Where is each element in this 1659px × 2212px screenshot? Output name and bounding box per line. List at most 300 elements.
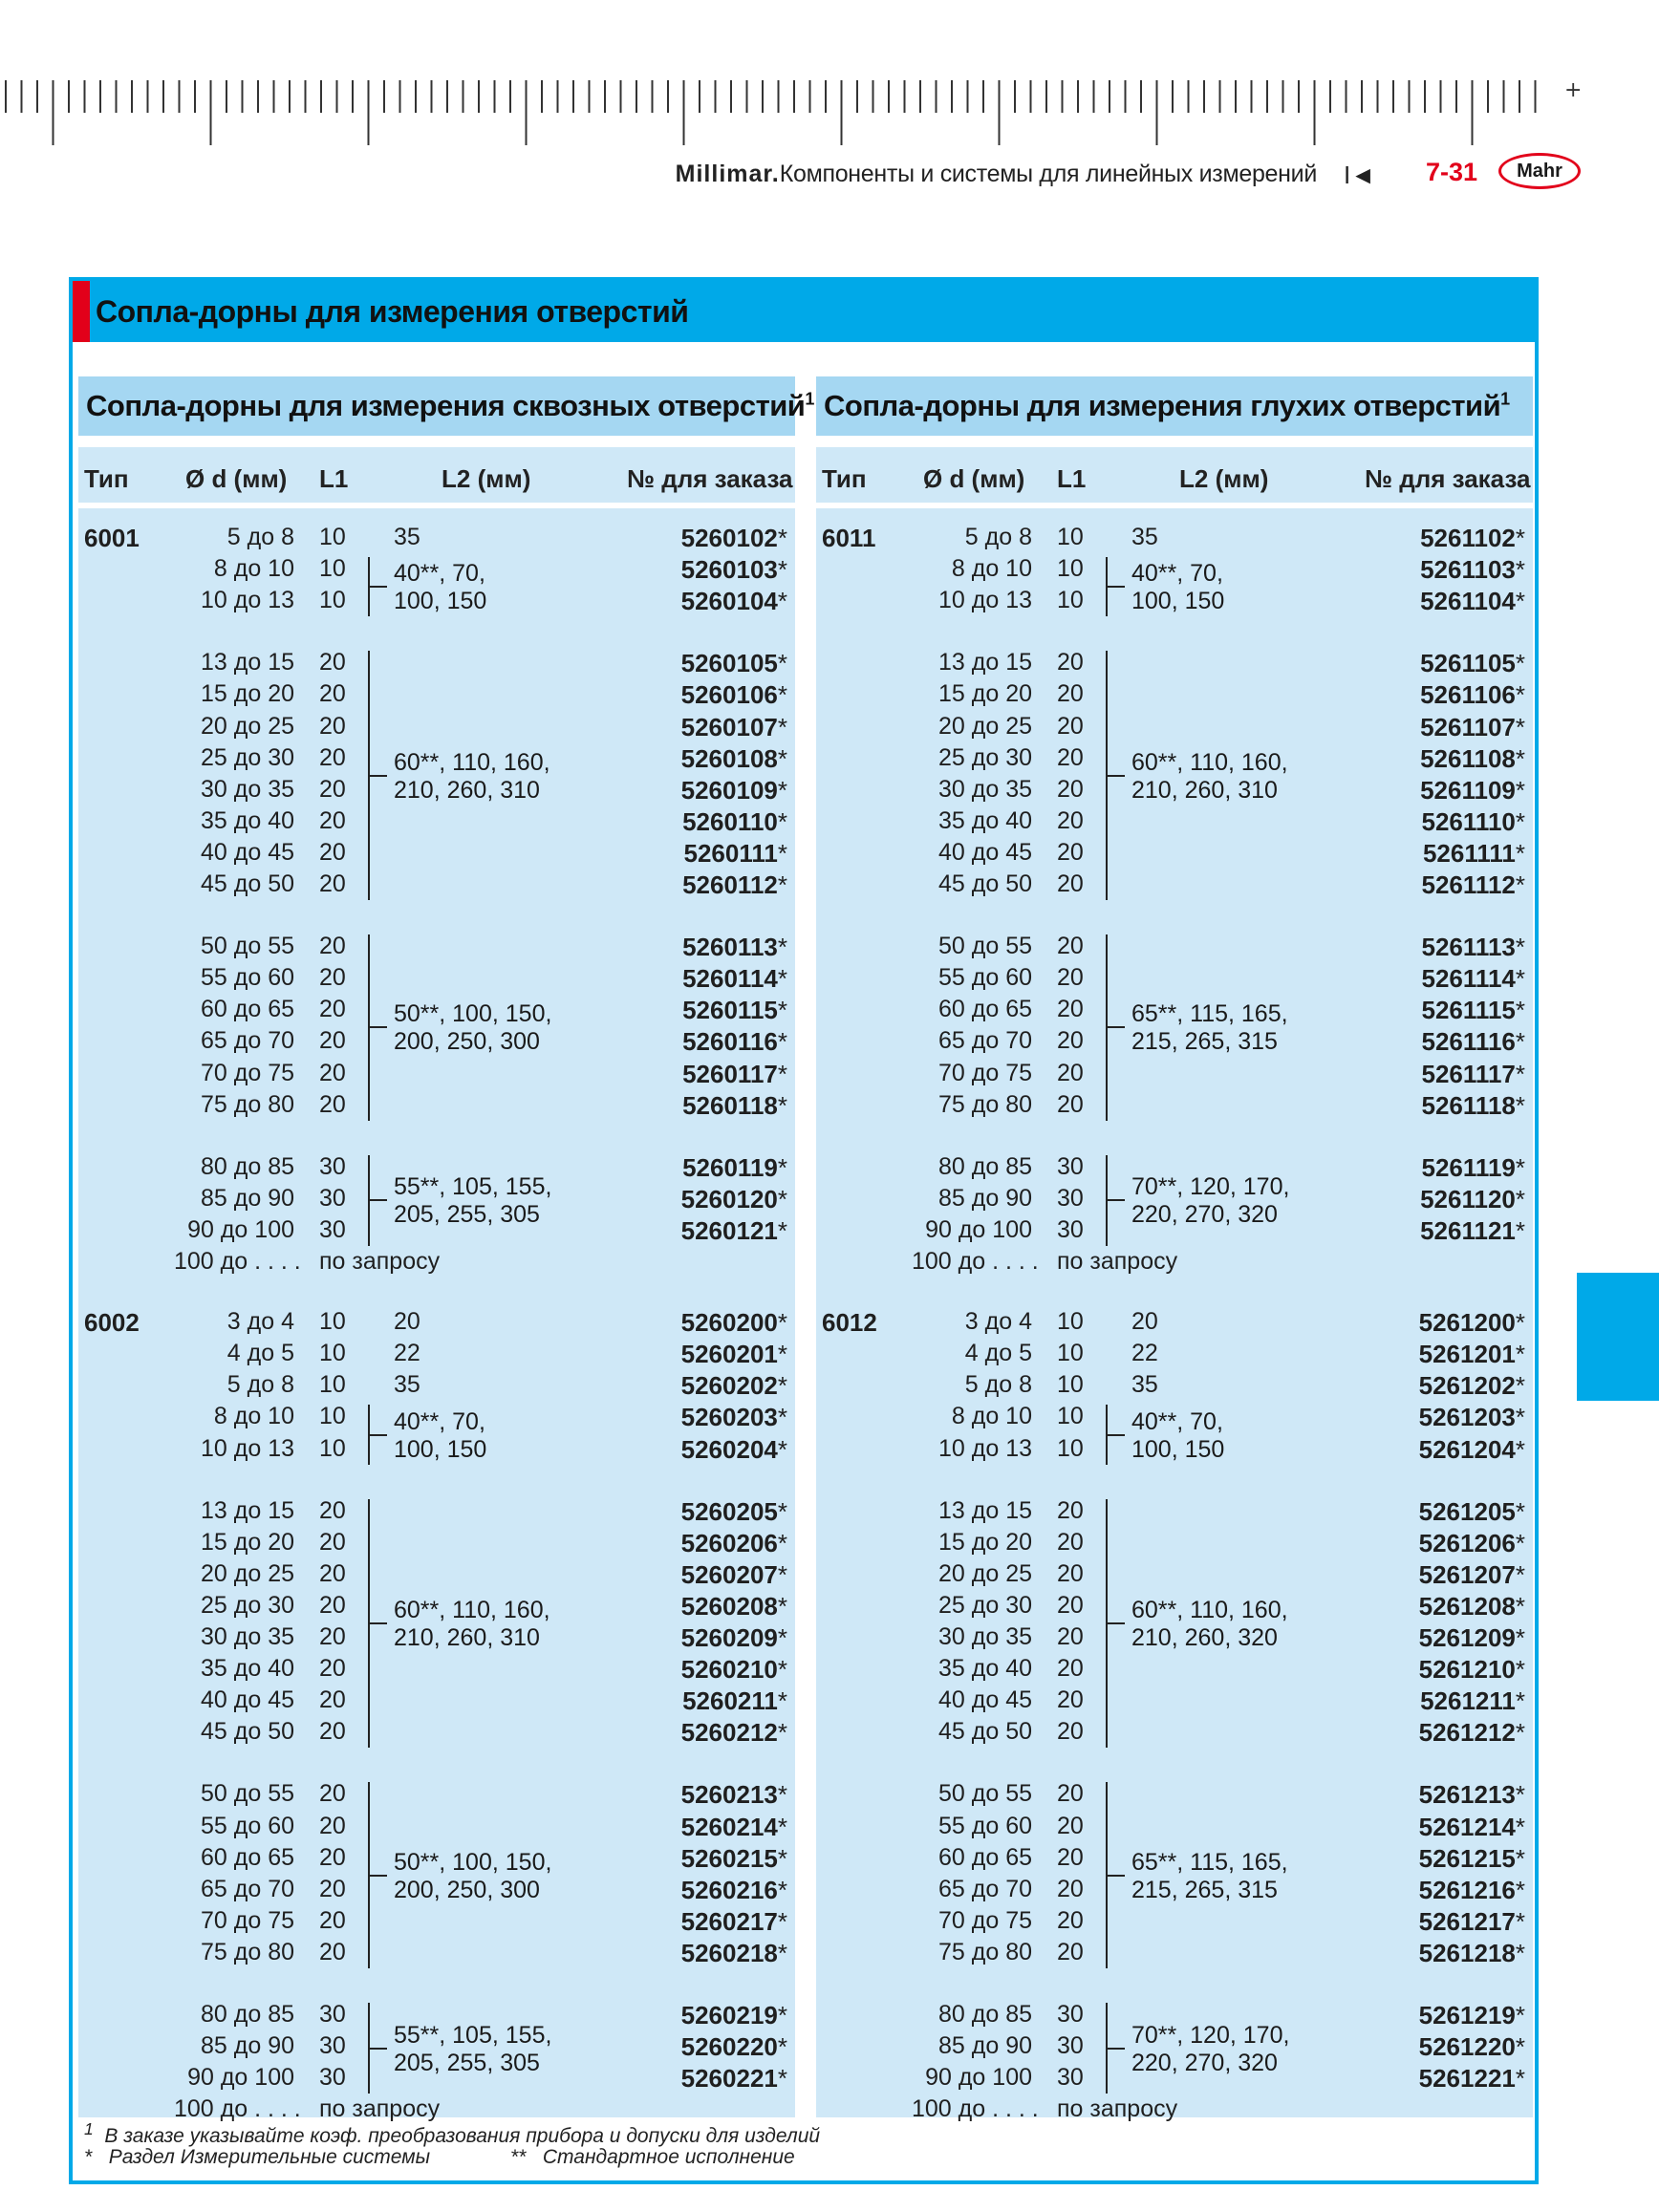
diameter-range: 70 до 75: [201, 1906, 294, 1934]
asterisk-mark: *: [1515, 775, 1525, 805]
bracket-tick: [1106, 1199, 1125, 1201]
l1-value: 20: [319, 1906, 346, 1934]
diameter-range: 4 до 5: [964, 1340, 1032, 1367]
col-head-l2: L2 (мм): [1179, 464, 1269, 493]
order-number: [596, 1497, 787, 1527]
l2-values: [1131, 1849, 1288, 1904]
page-number: 7-31: [1426, 158, 1478, 186]
order-number-value: 5260207: [680, 1559, 778, 1589]
l2-value: 22: [1131, 1340, 1158, 1367]
l2-line: 60**, 110, 160,: [394, 1597, 550, 1623]
diameter-range: 50 до 55: [938, 1780, 1032, 1808]
diameter-range: 65 до 70: [938, 1027, 1032, 1055]
asterisk-mark: *: [777, 1686, 787, 1716]
l2-line: 60**, 110, 160,: [1131, 748, 1288, 776]
order-number-value: 5261214: [1418, 1812, 1516, 1841]
order-number: [1334, 1844, 1525, 1874]
diameter-range: 75 до 80: [201, 1938, 294, 1965]
diameter-range: 15 до 20: [938, 680, 1032, 708]
l1-value: 20: [319, 1655, 346, 1683]
blind-holes-table: [816, 376, 1533, 2123]
diameter-range: 40 до 45: [201, 838, 294, 866]
asterisk-mark: *: [777, 1215, 787, 1245]
order-number-value: 5260116: [682, 1027, 778, 1057]
order-number-value: 5261216: [1418, 1875, 1516, 1904]
l1-value: 20: [1057, 1528, 1084, 1556]
diameter-range: 80 до 85: [201, 1152, 294, 1180]
order-number: [1334, 524, 1525, 553]
order-number: [596, 1308, 787, 1338]
l1-value: 20: [1057, 1875, 1084, 1902]
diameter-range: 90 до 100: [187, 2064, 294, 2092]
order-number: [596, 1907, 787, 1937]
l2-line: 205, 255, 305: [394, 1201, 540, 1229]
order-number-value: 5261114: [1421, 964, 1516, 994]
l1-value: 10: [319, 1403, 346, 1430]
order-number: [1334, 1027, 1525, 1057]
diameter-range: 55 до 60: [938, 964, 1032, 992]
order-number: [596, 1529, 787, 1558]
diameter-range: 3 до 4: [226, 1308, 294, 1336]
l1-value: 10: [319, 1308, 346, 1336]
asterisk-mark: *: [777, 775, 787, 805]
order-number-value: 5260114: [682, 964, 778, 994]
order-number: [596, 839, 787, 869]
order-number: [596, 1153, 787, 1183]
section-tab: [1577, 1273, 1659, 1401]
asterisk-mark: *: [1515, 1780, 1525, 1810]
order-number: [596, 1876, 787, 1905]
col-head-order: № для заказа: [1365, 464, 1531, 493]
order-number-value: 5260214: [680, 1812, 778, 1841]
l2-line: 100, 150: [1131, 1435, 1225, 1463]
l1-value: 20: [1057, 1686, 1084, 1714]
order-number: [1334, 1560, 1525, 1590]
order-number: [1334, 1780, 1525, 1810]
diameter-range: 8 до 10: [213, 555, 294, 583]
order-number-value: 5261108: [1420, 743, 1516, 773]
order-number: [1334, 996, 1525, 1025]
order-number-value: 5261107: [1420, 712, 1516, 741]
l1-value: 10: [1057, 1340, 1084, 1367]
header-title: [676, 161, 1317, 188]
order-number-value: 5260118: [682, 1090, 778, 1120]
type-code: 6011: [822, 524, 876, 552]
asterisk-mark: *: [1515, 996, 1525, 1025]
diameter-range: 5 до 8: [964, 524, 1032, 550]
title-accent: [73, 281, 90, 342]
asterisk-mark: *: [777, 524, 787, 552]
order-number-value: 5261109: [1420, 775, 1516, 805]
order-number: [596, 1185, 787, 1214]
l1-value: 20: [1057, 1059, 1084, 1086]
l1-value: 20: [319, 1843, 346, 1871]
order-number: [596, 680, 787, 710]
order-number-value: 5260209: [680, 1623, 778, 1652]
order-number-value: 5260200: [680, 1308, 778, 1338]
asterisk-mark: *: [1515, 712, 1525, 741]
l2-value: 20: [394, 1308, 420, 1336]
asterisk-mark: *: [1515, 1623, 1525, 1652]
order-number: [1334, 1308, 1525, 1338]
diameter-range-open: 100 до . . . .: [912, 1248, 1039, 1275]
l1-value: 20: [1057, 1496, 1084, 1524]
order-number: [1334, 1907, 1525, 1937]
asterisk-mark: *: [777, 1496, 787, 1526]
l1-value: 20: [319, 1686, 346, 1714]
l1-value: 20: [1057, 1843, 1084, 1871]
l1-value: 20: [1057, 1780, 1084, 1808]
order-number-value: 5261121: [1420, 1215, 1516, 1245]
diameter-range: 20 до 25: [201, 712, 294, 740]
footnote-text: Стандартное исполнение: [542, 2146, 795, 2168]
order-number: [596, 964, 787, 994]
l1-value: 20: [1057, 1623, 1084, 1650]
asterisk-mark: *: [777, 2001, 787, 2029]
asterisk-mark: *: [777, 1340, 787, 1369]
asterisk-mark: *: [1515, 806, 1525, 836]
order-number-value: 5260221: [680, 2064, 778, 2094]
l1-value: 20: [1057, 712, 1084, 740]
diameter-range: 4 до 5: [226, 1340, 294, 1367]
order-number: [1334, 1091, 1525, 1121]
asterisk-mark: *: [1515, 1059, 1525, 1088]
diameter-range: 60 до 65: [201, 1843, 294, 1871]
l1-value: 20: [1057, 1906, 1084, 1934]
diameter-range: 20 до 25: [201, 1559, 294, 1587]
asterisk-mark: *: [777, 1875, 787, 1904]
asterisk-mark: *: [777, 1027, 787, 1057]
order-number-value: 5260212: [680, 1718, 778, 1748]
diameter-range: 45 до 50: [938, 870, 1032, 897]
asterisk-mark: *: [1515, 1686, 1525, 1716]
order-number: [596, 1780, 787, 1810]
diameter-range: 45 до 50: [201, 870, 294, 897]
header-divider: [816, 503, 1533, 508]
diameter-range: 35 до 40: [938, 806, 1032, 834]
l2-line: 200, 250, 300: [394, 1028, 540, 1056]
l2-line: 210, 260, 310: [394, 1624, 540, 1651]
page-header: [0, 153, 1659, 191]
through-holes-table: [78, 376, 814, 2123]
l2-value: 20: [1131, 1308, 1158, 1336]
order-number-value: 5261212: [1418, 1718, 1516, 1748]
asterisk-mark: *: [777, 1371, 787, 1401]
asterisk-mark: *: [777, 743, 787, 773]
order-number: [596, 933, 787, 962]
l2-value: 35: [394, 524, 420, 550]
diameter-range: 75 до 80: [201, 1090, 294, 1118]
diameter-range: 80 до 85: [201, 2001, 294, 2028]
order-number: [1334, 1371, 1525, 1401]
order-number: [596, 744, 787, 774]
asterisk-mark: *: [777, 870, 787, 899]
asterisk-mark: *: [1515, 964, 1525, 994]
diameter-range: 8 до 10: [951, 1403, 1032, 1430]
order-number: [1334, 1435, 1525, 1465]
order-number: [596, 996, 787, 1025]
diameter-range: 50 до 55: [201, 933, 294, 960]
order-number-value: 5261220: [1418, 2032, 1516, 2062]
order-number: [596, 1844, 787, 1874]
on-request-label: по запросу: [1057, 1248, 1178, 1275]
order-number: [1334, 839, 1525, 869]
order-number: [1334, 1592, 1525, 1621]
l1-value: 10: [319, 1434, 346, 1462]
l1-value: 30: [1057, 1215, 1084, 1243]
diameter-range: 3 до 4: [964, 1308, 1032, 1336]
diameter-range: 60 до 65: [201, 996, 294, 1023]
order-number: [1334, 587, 1525, 616]
asterisk-mark: *: [1515, 680, 1525, 710]
order-number: [1334, 776, 1525, 805]
l1-value: 10: [1057, 1308, 1084, 1336]
asterisk-mark: *: [1515, 649, 1525, 678]
l1-value: 10: [319, 524, 346, 550]
l1-value: 20: [319, 1875, 346, 1902]
table-title: [816, 376, 1533, 436]
l2-line: 220, 270, 320: [1131, 2049, 1278, 2076]
l1-value: 20: [1057, 806, 1084, 834]
order-number: [1334, 555, 1525, 585]
l1-value: 20: [319, 806, 346, 834]
order-number: [1334, 1340, 1525, 1369]
order-number-value: 5261110: [1421, 806, 1516, 836]
order-number-value: 5260107: [680, 712, 778, 741]
diameter-range: 30 до 35: [938, 1623, 1032, 1650]
order-number-value: 5261205: [1418, 1496, 1516, 1526]
l1-value: 10: [319, 1371, 346, 1399]
order-number: [596, 1435, 787, 1465]
order-number: [596, 1371, 787, 1401]
l2-value: 35: [1131, 524, 1158, 550]
asterisk-mark: *: [1515, 1875, 1525, 1904]
asterisk-mark: *: [1515, 1434, 1525, 1464]
l2-line: 65**, 115, 165,: [1131, 1848, 1288, 1876]
l2-line: 200, 250, 300: [394, 1876, 540, 1903]
bracket-tick: [1106, 1875, 1125, 1877]
footnote-mark: 1: [84, 2119, 94, 2138]
l2-values: [1131, 749, 1288, 805]
order-number-value: 5260104: [680, 587, 778, 616]
order-number-value: 5261104: [1420, 587, 1516, 616]
diameter-range: 65 до 70: [201, 1875, 294, 1902]
order-number: [596, 1939, 787, 1968]
order-number-value: 5261211: [1420, 1686, 1516, 1716]
bracket-tick: [368, 1434, 387, 1436]
order-number: [1334, 2001, 1525, 2030]
l2-line: 50**, 100, 150,: [394, 1000, 552, 1028]
bracket-tick: [368, 1199, 387, 1201]
order-number: [1334, 713, 1525, 742]
diameter-range: 13 до 15: [201, 1496, 294, 1524]
order-number-value: 5260102: [680, 524, 778, 552]
bracket-tick: [368, 2048, 387, 2050]
bracket-tick: [1106, 1622, 1125, 1624]
order-number-value: 5261213: [1418, 1780, 1516, 1810]
divider: [78, 436, 795, 447]
col-head-diameter: Ø d (мм): [185, 464, 288, 493]
diameter-range: 55 до 60: [938, 1812, 1032, 1839]
l2-values: [1131, 1000, 1288, 1056]
diameter-range-open: 100 до . . . .: [174, 2095, 301, 2123]
footnote-ref: 1: [805, 389, 814, 409]
order-number: [1334, 2032, 1525, 2062]
order-number-value: 5260213: [680, 1780, 778, 1810]
l1-value: 10: [1057, 1434, 1084, 1462]
asterisk-mark: *: [1515, 743, 1525, 773]
order-number-value: 5261116: [1421, 1027, 1516, 1057]
asterisk-mark: *: [1515, 1906, 1525, 1936]
order-number: [1334, 649, 1525, 678]
asterisk-mark: *: [777, 838, 787, 868]
asterisk-mark: *: [1515, 1215, 1525, 1245]
order-number-value: 5261115: [1421, 996, 1516, 1025]
l1-value: 30: [319, 2032, 346, 2060]
l2-line: 40**, 70,: [1131, 560, 1223, 588]
diameter-range: 40 до 45: [938, 838, 1032, 866]
order-number-value: 5260220: [680, 2032, 778, 2062]
diameter-range: 80 до 85: [938, 2001, 1032, 2028]
footnote-2: [84, 2146, 430, 2169]
asterisk-mark: *: [1515, 1027, 1525, 1057]
order-number-value: 5260119: [682, 1152, 778, 1182]
section-title: Сопла-дорны для измерения отверстий: [96, 294, 689, 329]
l1-value: 20: [319, 649, 346, 676]
diameter-range: 20 до 25: [938, 1559, 1032, 1587]
asterisk-mark: *: [777, 1090, 787, 1120]
order-number-value: 5260109: [680, 775, 778, 805]
asterisk-mark: *: [777, 1780, 787, 1810]
asterisk-mark: *: [777, 2064, 787, 2094]
l1-value: 30: [319, 1215, 346, 1243]
l2-line: 70**, 120, 170,: [1131, 2021, 1290, 2049]
l1-value: 20: [319, 1718, 346, 1746]
footnote-text: В заказе указывайте коэф. преобразования прибора и допуски для изделий: [104, 2125, 821, 2147]
l2-values: [1131, 1408, 1224, 1464]
l1-value: 20: [319, 870, 346, 897]
diameter-range: 30 до 35: [201, 775, 294, 803]
diameter-range-open: 100 до . . . .: [174, 1248, 301, 1275]
order-number-value: 5260206: [680, 1528, 778, 1557]
footnote-mark: *: [84, 2146, 93, 2168]
l1-value: 30: [1057, 1184, 1084, 1212]
l2-line: 215, 265, 315: [1131, 1876, 1278, 1903]
order-number: [596, 776, 787, 805]
order-number-value: 5261118: [1421, 1090, 1516, 1120]
l1-value: 10: [319, 587, 346, 614]
l2-values: [394, 1173, 551, 1229]
type-code: 6012: [822, 1308, 877, 1338]
diameter-range: 90 до 100: [187, 1215, 294, 1243]
diameter-range: 40 до 45: [201, 1686, 294, 1714]
bracket-tick: [368, 1026, 387, 1028]
header-divider: [78, 503, 795, 508]
order-number-value: 5260115: [682, 996, 778, 1025]
l1-value: 20: [1057, 649, 1084, 676]
diameter-range: 35 до 40: [938, 1655, 1032, 1683]
order-number-value: 5261200: [1418, 1308, 1516, 1338]
footnote-text: Раздел Измерительные системы: [108, 2146, 431, 2168]
l1-value: 20: [1057, 1718, 1084, 1746]
order-number-value: 5260208: [680, 1591, 778, 1621]
chapter-marker-icon: I◄: [1344, 161, 1375, 189]
l2-values: [394, 1597, 550, 1652]
l2-values: [1131, 1597, 1288, 1652]
l1-value: 20: [1057, 1027, 1084, 1055]
asterisk-mark: *: [777, 1812, 787, 1841]
diameter-range: 70 до 75: [938, 1059, 1032, 1086]
diameter-range: 25 до 30: [201, 1591, 294, 1619]
order-number: [1334, 1718, 1525, 1748]
col-head-type: Тип: [822, 464, 867, 493]
order-number: [596, 1686, 787, 1716]
asterisk-mark: *: [777, 933, 787, 962]
l1-value: 10: [319, 555, 346, 583]
order-number-value: 5260108: [680, 743, 778, 773]
asterisk-mark: *: [777, 649, 787, 678]
l1-value: 20: [319, 1496, 346, 1524]
on-request-label: по запросу: [319, 2095, 441, 2123]
asterisk-mark: *: [777, 1059, 787, 1088]
diameter-range: 85 до 90: [201, 2032, 294, 2060]
order-number-value: 5260218: [680, 1938, 778, 1967]
diameter-range: 45 до 50: [938, 1718, 1032, 1746]
l2-line: 40**, 70,: [394, 1407, 485, 1435]
divider: [816, 436, 1533, 447]
order-number-value: 5261112: [1421, 870, 1516, 899]
l1-value: 20: [1057, 1090, 1084, 1118]
order-number: [596, 1060, 787, 1089]
l2-line: 210, 260, 320: [1131, 1624, 1278, 1651]
order-number: [596, 524, 787, 553]
diameter-range-open: 100 до . . . .: [912, 2095, 1039, 2123]
l1-value: 20: [1057, 1938, 1084, 1965]
col-head-type: Тип: [84, 464, 129, 493]
order-number: [596, 713, 787, 742]
order-number-value: 5260211: [682, 1686, 778, 1716]
order-number-value: 5261105: [1420, 649, 1516, 678]
order-number: [596, 587, 787, 616]
diameter-range: 50 до 55: [201, 1780, 294, 1808]
order-number: [596, 1216, 787, 1246]
l1-value: 20: [1057, 933, 1084, 960]
asterisk-mark: *: [1515, 1718, 1525, 1748]
asterisk-mark: *: [777, 806, 787, 836]
order-number-value: 5260112: [682, 870, 778, 899]
diameter-range: 10 до 13: [201, 1434, 294, 1462]
order-number-value: 5261102: [1420, 524, 1516, 552]
l1-value: 20: [319, 838, 346, 866]
diameter-range: 15 до 20: [938, 1528, 1032, 1556]
l2-line: 215, 265, 315: [1131, 1028, 1278, 1056]
order-number-value: 5260106: [680, 680, 778, 710]
order-number-value: 5260201: [680, 1340, 778, 1369]
asterisk-mark: *: [777, 1152, 787, 1182]
order-number: [596, 1403, 787, 1432]
asterisk-mark: *: [1515, 1591, 1525, 1621]
order-number-value: 5261217: [1418, 1906, 1516, 1936]
l2-values: [394, 749, 550, 805]
order-number: [596, 2001, 787, 2030]
footnote-1: [84, 2119, 820, 2148]
l1-value: 20: [1057, 1559, 1084, 1587]
asterisk-mark: *: [777, 1559, 787, 1589]
table-title: [78, 376, 814, 436]
asterisk-mark: *: [777, 1623, 787, 1652]
order-number: [1334, 1529, 1525, 1558]
header-brand: Millimar.: [675, 161, 780, 187]
